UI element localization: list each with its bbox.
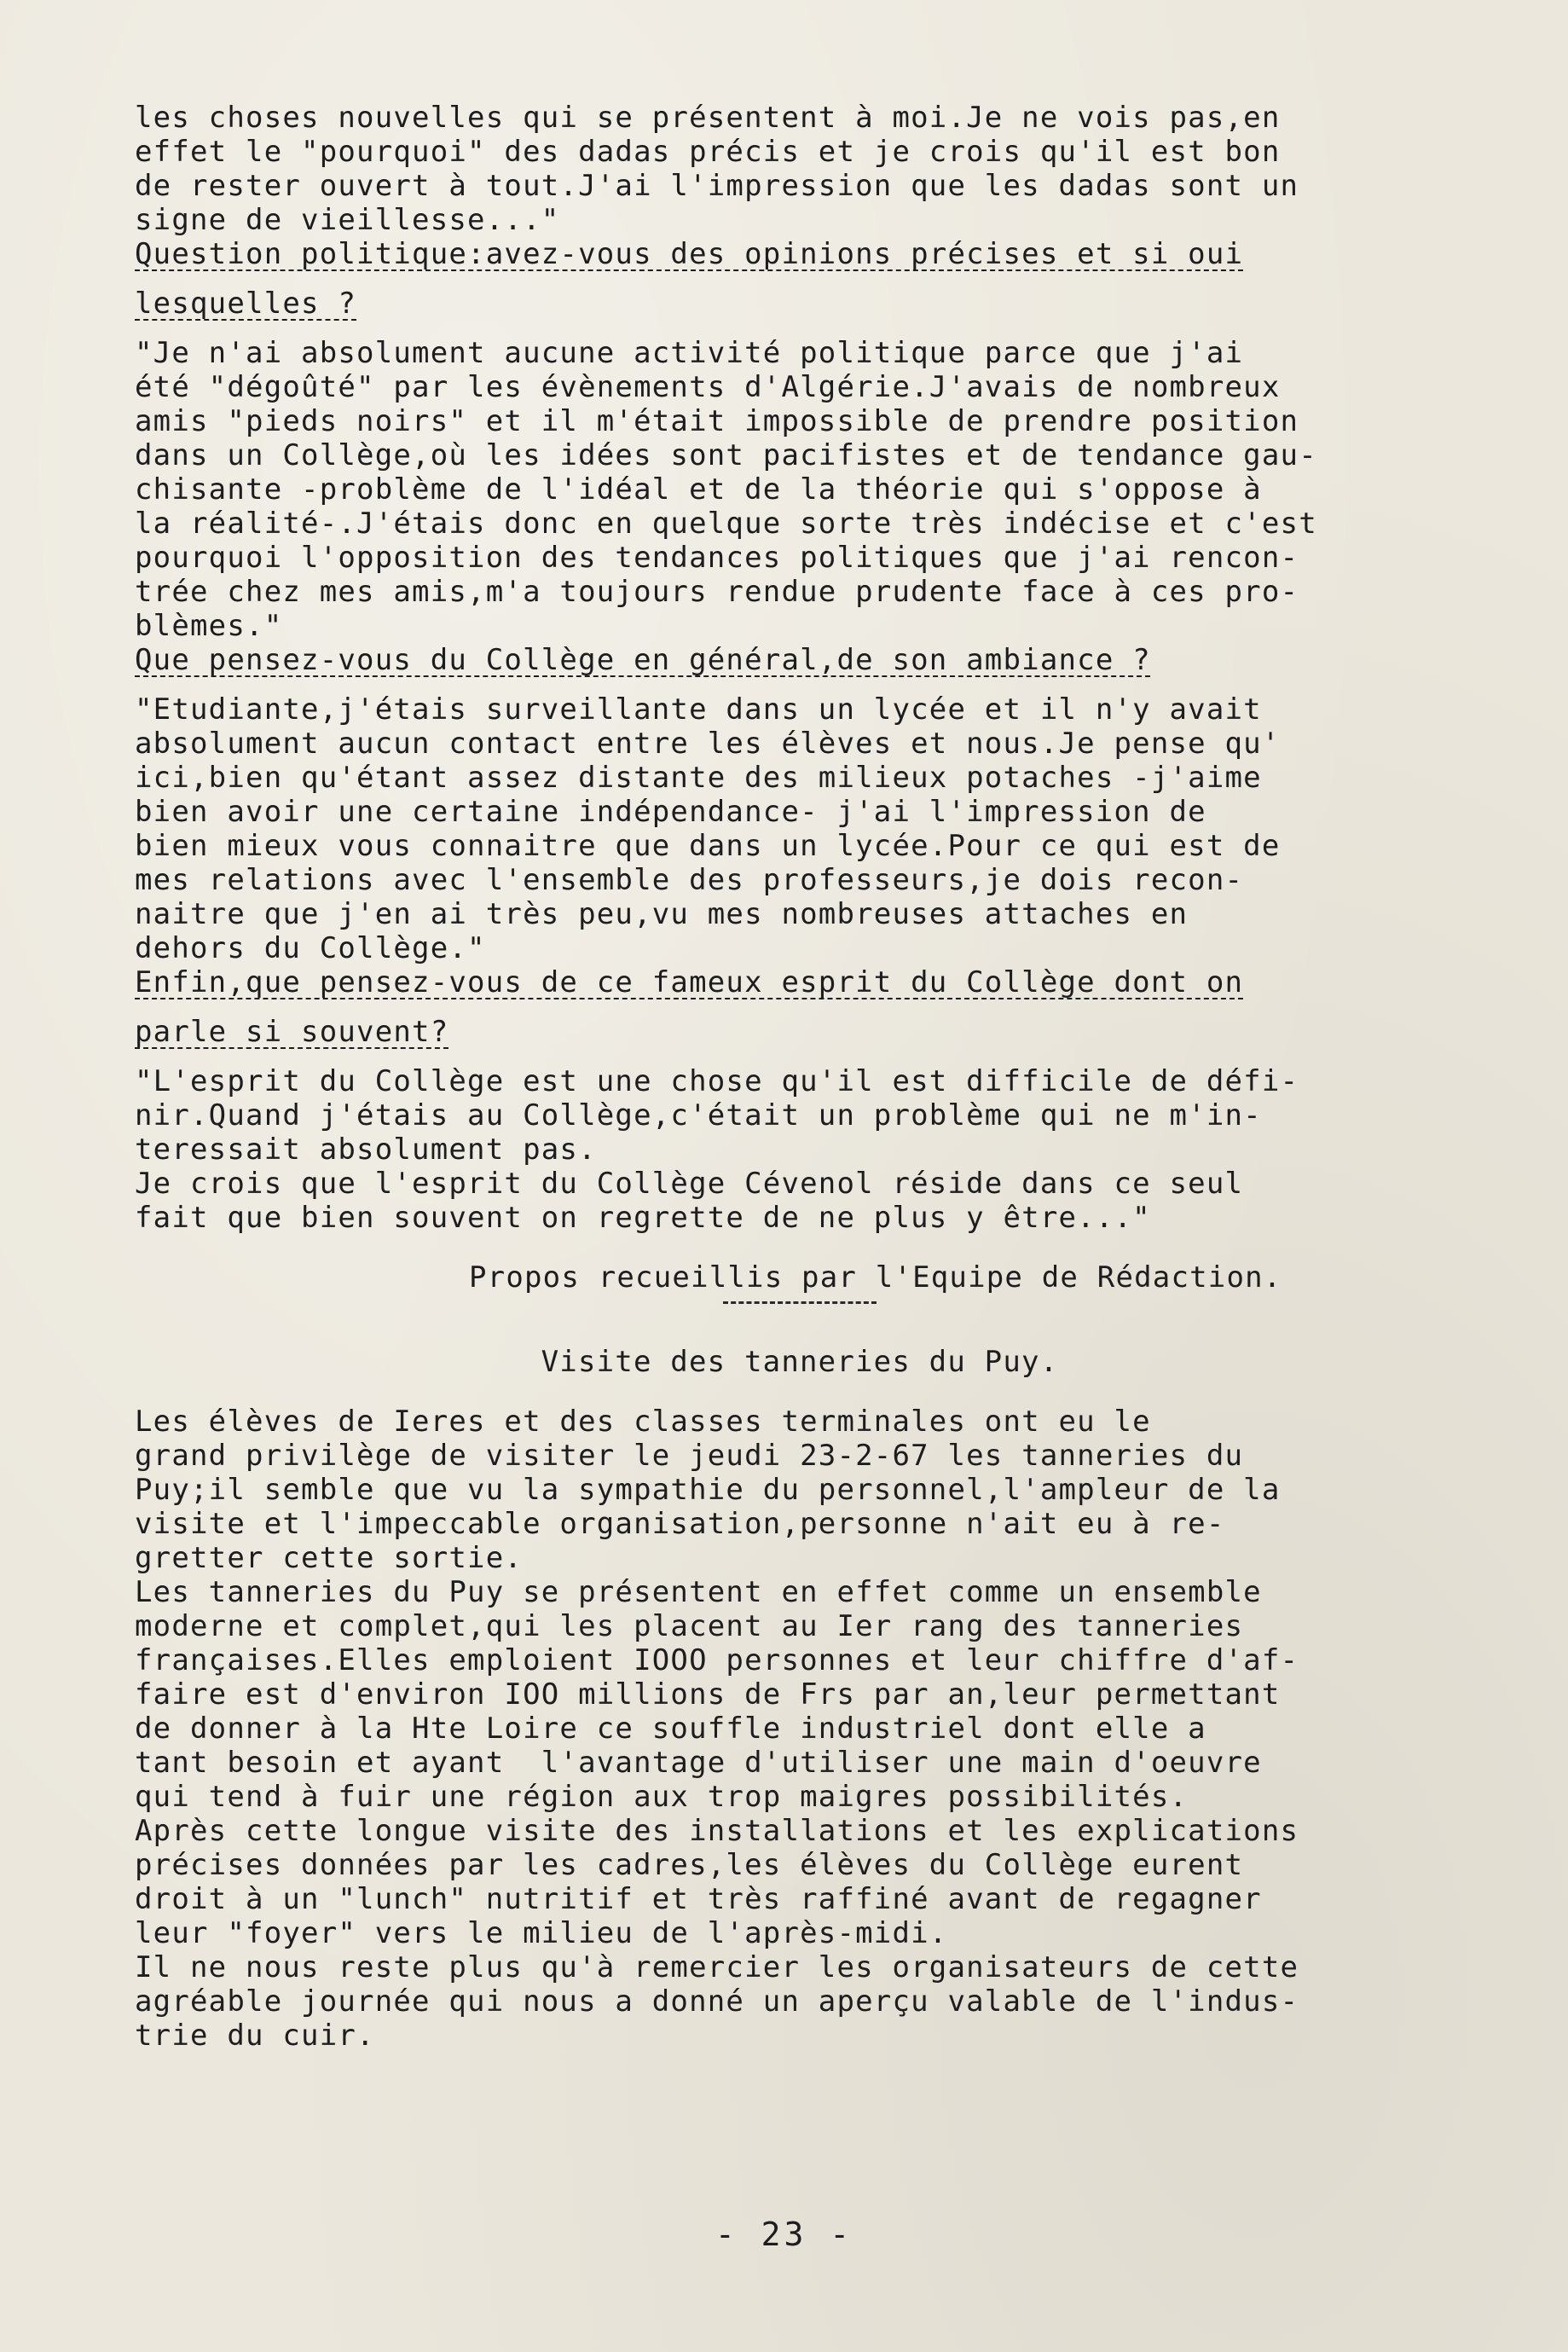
text-line: chisante -problème de l'idéal et de la théorie qui s'oppose à	[135, 472, 1262, 507]
text-line: tant besoin et ayant l'avantage d'utiliser une main d'oeuvre	[135, 1746, 1262, 1780]
text-line: grand privilège de visiter le jeudi 23-2-67 les tanneries du	[135, 1439, 1244, 1473]
text-line: les choses nouvelles qui se présentent à moi.Je ne vois pas,en	[135, 101, 1281, 135]
article-body	[135, 1405, 1465, 2053]
text-line: trie du cuir.	[135, 2019, 375, 2053]
text-line: faire est d'environ IOO millions de Frs par an,leur permettant	[135, 1677, 1281, 1712]
text-line: trée chez mes amis,m'a toujours rendue prudente face à ces pro-	[135, 575, 1299, 609]
interview-credit: Propos recueillis par l'Equipe de Rédaction.	[469, 1260, 1282, 1295]
text-line: leur "foyer" vers le milieu de l'après-midi.	[135, 1916, 948, 1950]
text-line: droit à un "lunch" nutritif et très raffiné avant de regagner	[135, 1882, 1262, 1916]
question-college	[135, 643, 1465, 677]
question-spirit	[135, 965, 1465, 1049]
question-line: Enfin,que pensez-vous de ce fameux esprit du Collège dont on	[135, 965, 1244, 999]
question-line: Question politique:avez-vous des opinions précises et si oui	[135, 237, 1244, 271]
text-line: pourquoi l'opposition des tendances politiques que j'ai rencon-	[135, 541, 1299, 575]
interview-intro	[135, 101, 1465, 237]
text-line: dehors du Collège."	[135, 931, 486, 965]
text-line: bien mieux vous connaitre que dans un lycée.Pour ce qui est de	[135, 829, 1281, 863]
text-line: bien avoir une certaine indépendance- j'ai l'impression de	[135, 795, 1206, 829]
text-line: agréable journée qui nous a donné un aperçu valable de l'indus-	[135, 1984, 1299, 2019]
text-line: la réalité-.J'étais donc en quelque sorte très indécise et c'est	[135, 507, 1317, 541]
text-line: Les tanneries du Puy se présentent en effet comme un ensemble	[135, 1575, 1262, 1609]
question-politics	[135, 237, 1465, 321]
question-line: lesquelles ?	[135, 287, 357, 321]
text-line: nir.Quand j'étais au Collège,c'était un problème qui ne m'in-	[135, 1098, 1262, 1133]
text-line: absolument aucun contact entre les élèves et nous.Je pense qu'	[135, 727, 1281, 761]
question-line: parle si souvent?	[135, 1015, 449, 1049]
text-line: signe de vieillesse..."	[135, 203, 560, 237]
text-line: été "dégoûté" par les évènements d'Algérie.J'avais de nombreux	[135, 370, 1281, 404]
answer-college	[135, 692, 1465, 965]
text-line: Je crois que l'esprit du Collège Cévenol réside dans ce seul	[135, 1167, 1244, 1201]
text-line: mes relations avec l'ensemble des professeurs,je dois recon-	[135, 863, 1244, 897]
text-line: ici,bien qu'étant assez distante des milieux potaches -j'aime	[135, 761, 1262, 795]
text-line: de rester ouvert à tout.J'ai l'impression que les dadas sont un	[135, 169, 1299, 203]
text-line: blèmes."	[135, 609, 283, 643]
answer-spirit	[135, 1064, 1465, 1235]
text-line: Il ne nous reste plus qu'à remercier les organisateurs de cette	[135, 1950, 1299, 1984]
article-title: Visite des tanneries du Puy.	[541, 1345, 1059, 1379]
text-line: Après cette longue visite des installations et les explications	[135, 1814, 1299, 1848]
text-line: gretter cette sortie.	[135, 1541, 524, 1575]
text-line: "Je n'ai absolument aucune activité politique parce que j'ai	[135, 336, 1244, 370]
text-line: effet le "pourquoi" des dadas précis et je crois qu'il est bon	[135, 135, 1281, 169]
text-line: précises données par les cadres,les élèves du Collège eurent	[135, 1848, 1244, 1882]
text-line: Les élèves de Ieres et des classes terminales ont eu le	[135, 1405, 1151, 1439]
text-line: fait que bien souvent on regrette de ne plus y être..."	[135, 1201, 1151, 1235]
text-line: naitre que j'en ai très peu,vu mes nombreuses attaches en	[135, 897, 1189, 931]
text-line: moderne et complet,qui les placent au Ier rang des tanneries	[135, 1609, 1244, 1643]
text-line: "L'esprit du Collège est une chose qu'il est difficile de défi-	[135, 1064, 1299, 1098]
text-line: Puy;il semble que vu la sympathie du personnel,l'ampleur de la	[135, 1473, 1281, 1507]
text-line: "Etudiante,j'étais surveillante dans un lycée et il n'y avait	[135, 692, 1262, 727]
page-number: - 23 -	[715, 2216, 853, 2253]
text-line: visite et l'impeccable organisation,personne n'ait eu à re-	[135, 1507, 1225, 1541]
text-line: françaises.Elles emploient IOOO personnes et leur chiffre d'af-	[135, 1643, 1299, 1677]
text-line: teressait absolument pas.	[135, 1133, 597, 1167]
page-content	[135, 101, 1465, 2053]
text-line: de donner à la Hte Loire ce souffle industriel dont elle a	[135, 1712, 1206, 1746]
text-line: dans un Collège,où les idées sont pacifistes et de tendance gau-	[135, 438, 1317, 472]
question-line: Que pensez-vous du Collège en général,de son ambiance ?	[135, 643, 1151, 677]
answer-politics	[135, 336, 1465, 643]
text-line: amis "pieds noirs" et il m'était impossible de prendre position	[135, 404, 1299, 438]
text-line: qui tend à fuir une région aux trop maigres possibilités.	[135, 1780, 1189, 1814]
